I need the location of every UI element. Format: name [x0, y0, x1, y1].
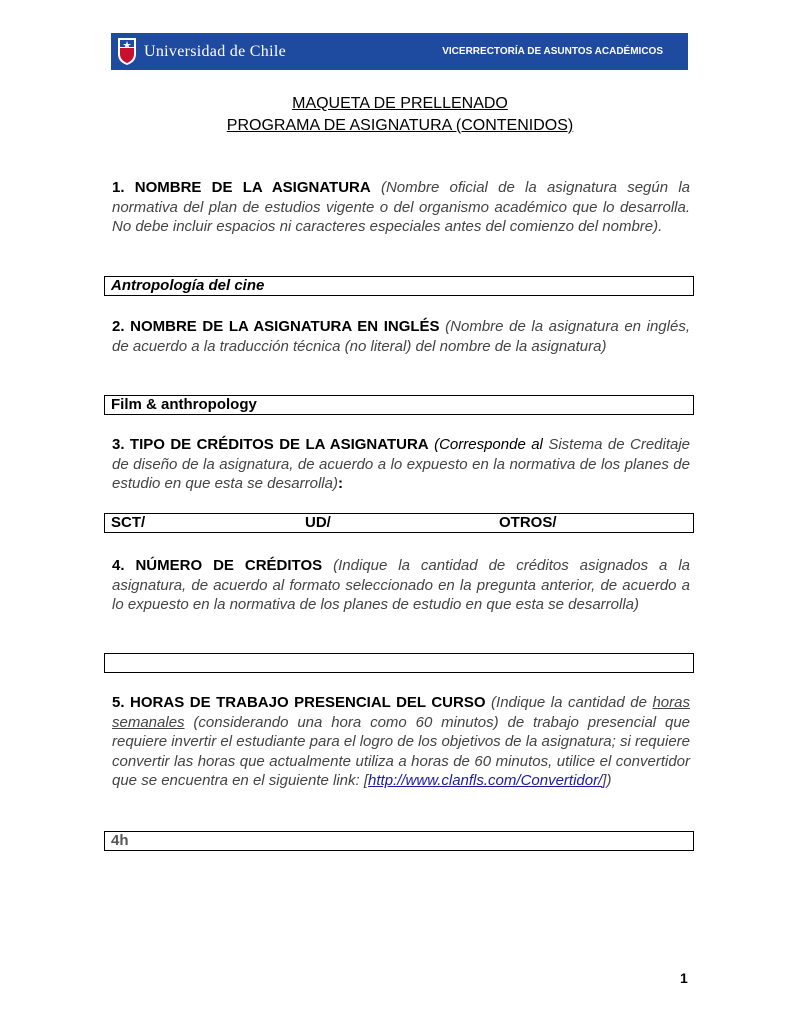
vicerrectoria-label: VICERRECTORÍA DE ASUNTOS ACADÉMICOS	[442, 46, 663, 57]
section-5-answer-box[interactable]	[104, 831, 694, 851]
section-5-heading: 5. HORAS DE TRABAJO PRESENCIAL DEL CURSO	[112, 694, 486, 711]
section-4-instructions: (Indique la cantidad de créditos asignados a la asignatura, de acuerdo al formato seleccionado en la pregunta anterior, de acuerdo a lo expuesto en la normativa de los planes de estudio en que esta se desarrolla)	[112, 557, 691, 613]
section-4-description	[112, 556, 690, 615]
section-3-instructions-b: Sistema de Creditaje de diseño de la asignatura, de acuerdo a lo expuesto en la normativa de los planes de estudio en que esta se desarrolla)	[112, 436, 691, 492]
section-2-heading: 2. NOMBRE DE LA ASIGNATURA EN INGLÉS	[112, 318, 440, 335]
header-banner	[111, 33, 688, 70]
document-title-line1: MAQUETA DE PRELLENADO	[292, 95, 508, 112]
section-1-instructions: (Nombre oficial de la asignatura según la normativa del plan de estudios vigente o del organismo académico que lo desarrolla. No debe incluir espacios ni caracteres especiales antes del comienzo del nombre).	[112, 179, 690, 235]
credit-option-sct: SCT/	[111, 514, 146, 531]
section-5-instructions-c: ])	[602, 772, 612, 789]
page-number: 1	[680, 970, 688, 986]
section-2-answer: Film & anthropology	[111, 396, 257, 413]
section-1-answer: Antropología del cine	[111, 277, 265, 294]
section-4-answer-box[interactable]	[104, 653, 694, 673]
section-3-instructions-a: (Corresponde al	[434, 436, 543, 453]
section-1-description	[112, 178, 690, 237]
section-1-heading: 1. NOMBRE DE LA ASIGNATURA	[112, 179, 371, 196]
section-2-answer-box[interactable]	[104, 395, 694, 415]
section-3-answer-box[interactable]	[104, 513, 694, 533]
section-3-colon: :	[337, 475, 343, 492]
section-4-heading: 4. NÚMERO DE CRÉDITOS	[112, 557, 323, 574]
section-3-description	[112, 435, 690, 494]
section-5-answer: 4h	[111, 832, 129, 849]
converter-link[interactable]: http://www.clanfls.com/Convertidor/	[368, 772, 603, 789]
section-2-description	[112, 317, 690, 356]
section-5-instructions-underlined: horas semanales	[112, 694, 690, 731]
university-crest-icon	[117, 37, 137, 66]
section-5-description	[112, 693, 690, 791]
section-3-heading: 3. TIPO DE CRÉDITOS DE LA ASIGNATURA	[112, 436, 429, 453]
credit-option-otros: OTROS/	[499, 514, 557, 531]
section-1-answer-box[interactable]	[104, 276, 694, 296]
university-name: Universidad de Chile	[144, 43, 286, 60]
section-2-instructions: (Nombre de la asignatura en inglés, de acuerdo a la traducción técnica (no literal) del nombre de la asignatura)	[112, 318, 690, 355]
section-5-instructions-a: (Indique la cantidad de	[491, 694, 647, 711]
credit-option-ud: UD/	[305, 514, 331, 531]
section-5-instructions-b: (considerando una hora como 60 minutos) de trabajo presencial que requiere invertir el estudiante para el logro de los objetivos de la asignatura; si requiere convertir las horas que actualmente utiliza a horas de 60 minutos, utilice el convertidor que se encuentra en el siguiente link: [	[112, 713, 690, 789]
document-title-line2: PROGRAMA DE ASIGNATURA (CONTENIDOS)	[226, 117, 574, 134]
